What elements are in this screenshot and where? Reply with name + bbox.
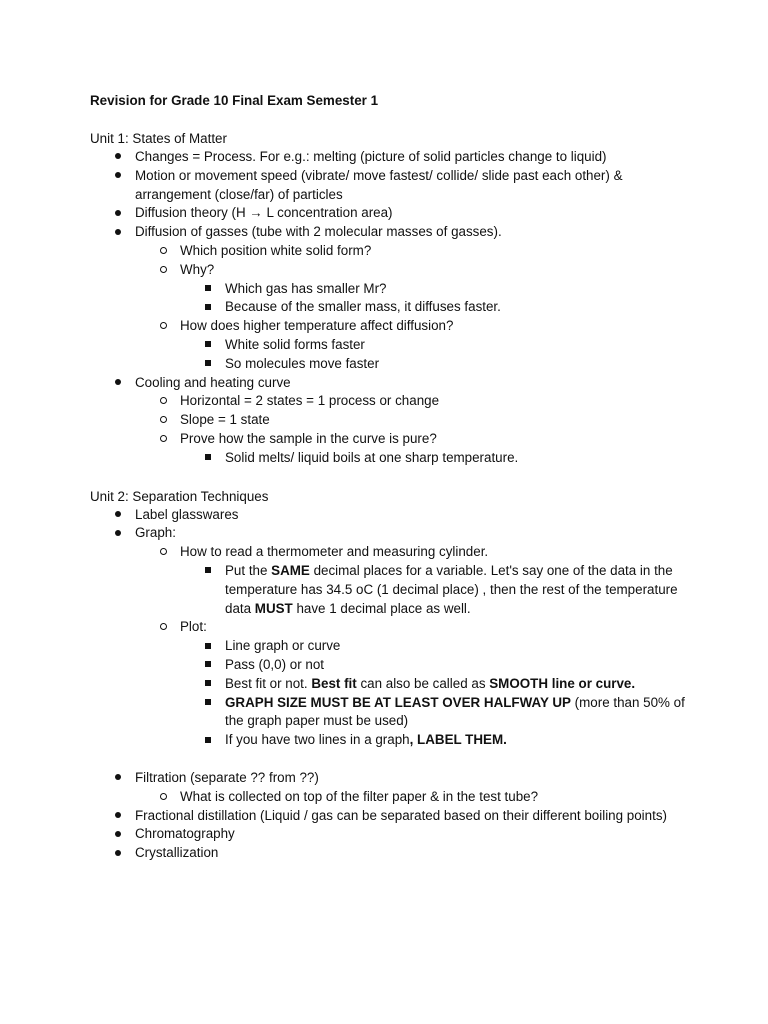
hollow-bullet-icon (156, 618, 170, 637)
list-item: Line graph or curve (90, 637, 690, 656)
hollow-bullet-icon (156, 242, 170, 261)
list-item: What is collected on top of the filter paper & in the test tube? (90, 788, 690, 807)
filled-bullet-icon (111, 769, 125, 788)
filled-bullet-icon (111, 524, 125, 543)
filled-bullet-icon (111, 148, 125, 167)
filled-bullet-icon (111, 825, 125, 844)
square-bullet-icon (201, 298, 215, 317)
best-fit-text: Best fit or not. Best fit can also be called as SMOOTH line or curve. (225, 675, 636, 691)
square-bullet-icon (201, 731, 215, 750)
square-bullet-icon (201, 449, 215, 468)
list-item: Cooling and heating curve (90, 374, 690, 393)
hollow-bullet-icon (156, 430, 170, 449)
square-bullet-icon (201, 355, 215, 374)
list-item: Diffusion theory (H → L concentration area) (90, 204, 690, 223)
hollow-bullet-icon (156, 261, 170, 280)
filled-bullet-icon (111, 374, 125, 393)
list-item: Graph: (90, 524, 690, 543)
list-item (90, 675, 690, 694)
list-item: Chromatography (90, 825, 690, 844)
hollow-bullet-icon (156, 392, 170, 411)
label-lines-text: If you have two lines in a graph, LABEL THEM. (225, 732, 507, 748)
decimal-places-text: Put the SAME decimal places for a variable. Let's say one of the data in the temperature has 34.5 oC (1 decimal place) , then the rest of the temperature data MUST have 1 decimal place as well. (225, 562, 678, 616)
filled-bullet-icon (111, 506, 125, 525)
list-item: Solid melts/ liquid boils at one sharp temperature. (90, 449, 690, 468)
hollow-bullet-icon (156, 317, 170, 336)
list-item (90, 562, 690, 618)
filled-bullet-icon (111, 844, 125, 863)
spacer (90, 110, 690, 129)
list-item: Which position white solid form? (90, 242, 690, 261)
filled-bullet-icon (111, 807, 125, 826)
hollow-bullet-icon (156, 411, 170, 430)
list-item: Prove how the sample in the curve is pure? (90, 430, 690, 449)
square-bullet-icon (201, 280, 215, 299)
filled-bullet-icon (111, 167, 125, 186)
filled-bullet-icon (111, 204, 125, 223)
list-item: Label glasswares (90, 506, 690, 525)
list-item: How does higher temperature affect diffusion? (90, 317, 690, 336)
list-item: Slope = 1 state (90, 411, 690, 430)
square-bullet-icon (201, 694, 215, 713)
square-bullet-icon (201, 675, 215, 694)
list-item: Crystallization (90, 844, 690, 863)
graph-size-text: GRAPH SIZE MUST BE AT LEAST OVER HALFWAY UP (more than 50% of the graph paper must be used) (225, 694, 685, 729)
list-item: Because of the smaller mass, it diffuses faster. (90, 298, 690, 317)
square-bullet-icon (201, 637, 215, 656)
list-item: Changes = Process. For e.g.: melting (picture of solid particles change to liquid) (90, 148, 690, 167)
list-item: Horizontal = 2 states = 1 process or change (90, 392, 690, 411)
list-item: White solid forms faster (90, 336, 690, 355)
unit-1-heading: Unit 1: States of Matter (90, 131, 227, 146)
document-title: Revision for Grade 10 Final Exam Semester 1 (90, 93, 379, 108)
document-page (90, 91, 690, 863)
list-item: Diffusion of gasses (tube with 2 molecular masses of gasses). (90, 223, 690, 242)
list-item: Pass (0,0) or not (90, 656, 690, 675)
spacer (90, 468, 690, 487)
list-item (90, 731, 690, 750)
unit-2-heading: Unit 2: Separation Techniques (90, 488, 269, 504)
square-bullet-icon (201, 562, 215, 581)
list-item: Fractional distillation (Liquid / gas can be separated based on their different boiling points) (90, 807, 690, 826)
square-bullet-icon (201, 336, 215, 355)
list-item: How to read a thermometer and measuring cylinder. (90, 543, 690, 562)
list-item: Motion or movement speed (vibrate/ move fastest/ collide/ slide past each other) & arrangement (close/far) of particles (90, 167, 690, 205)
spacer (90, 750, 690, 769)
list-item: Why? (90, 261, 690, 280)
hollow-bullet-icon (156, 788, 170, 807)
list-item: So molecules move faster (90, 355, 690, 374)
list-item: Which gas has smaller Mr? (90, 280, 690, 299)
list-item (90, 694, 690, 732)
list-item: Filtration (separate ?? from ??) (90, 769, 690, 788)
square-bullet-icon (201, 656, 215, 675)
hollow-bullet-icon (156, 543, 170, 562)
list-item: Plot: (90, 618, 690, 637)
filled-bullet-icon (111, 223, 125, 242)
